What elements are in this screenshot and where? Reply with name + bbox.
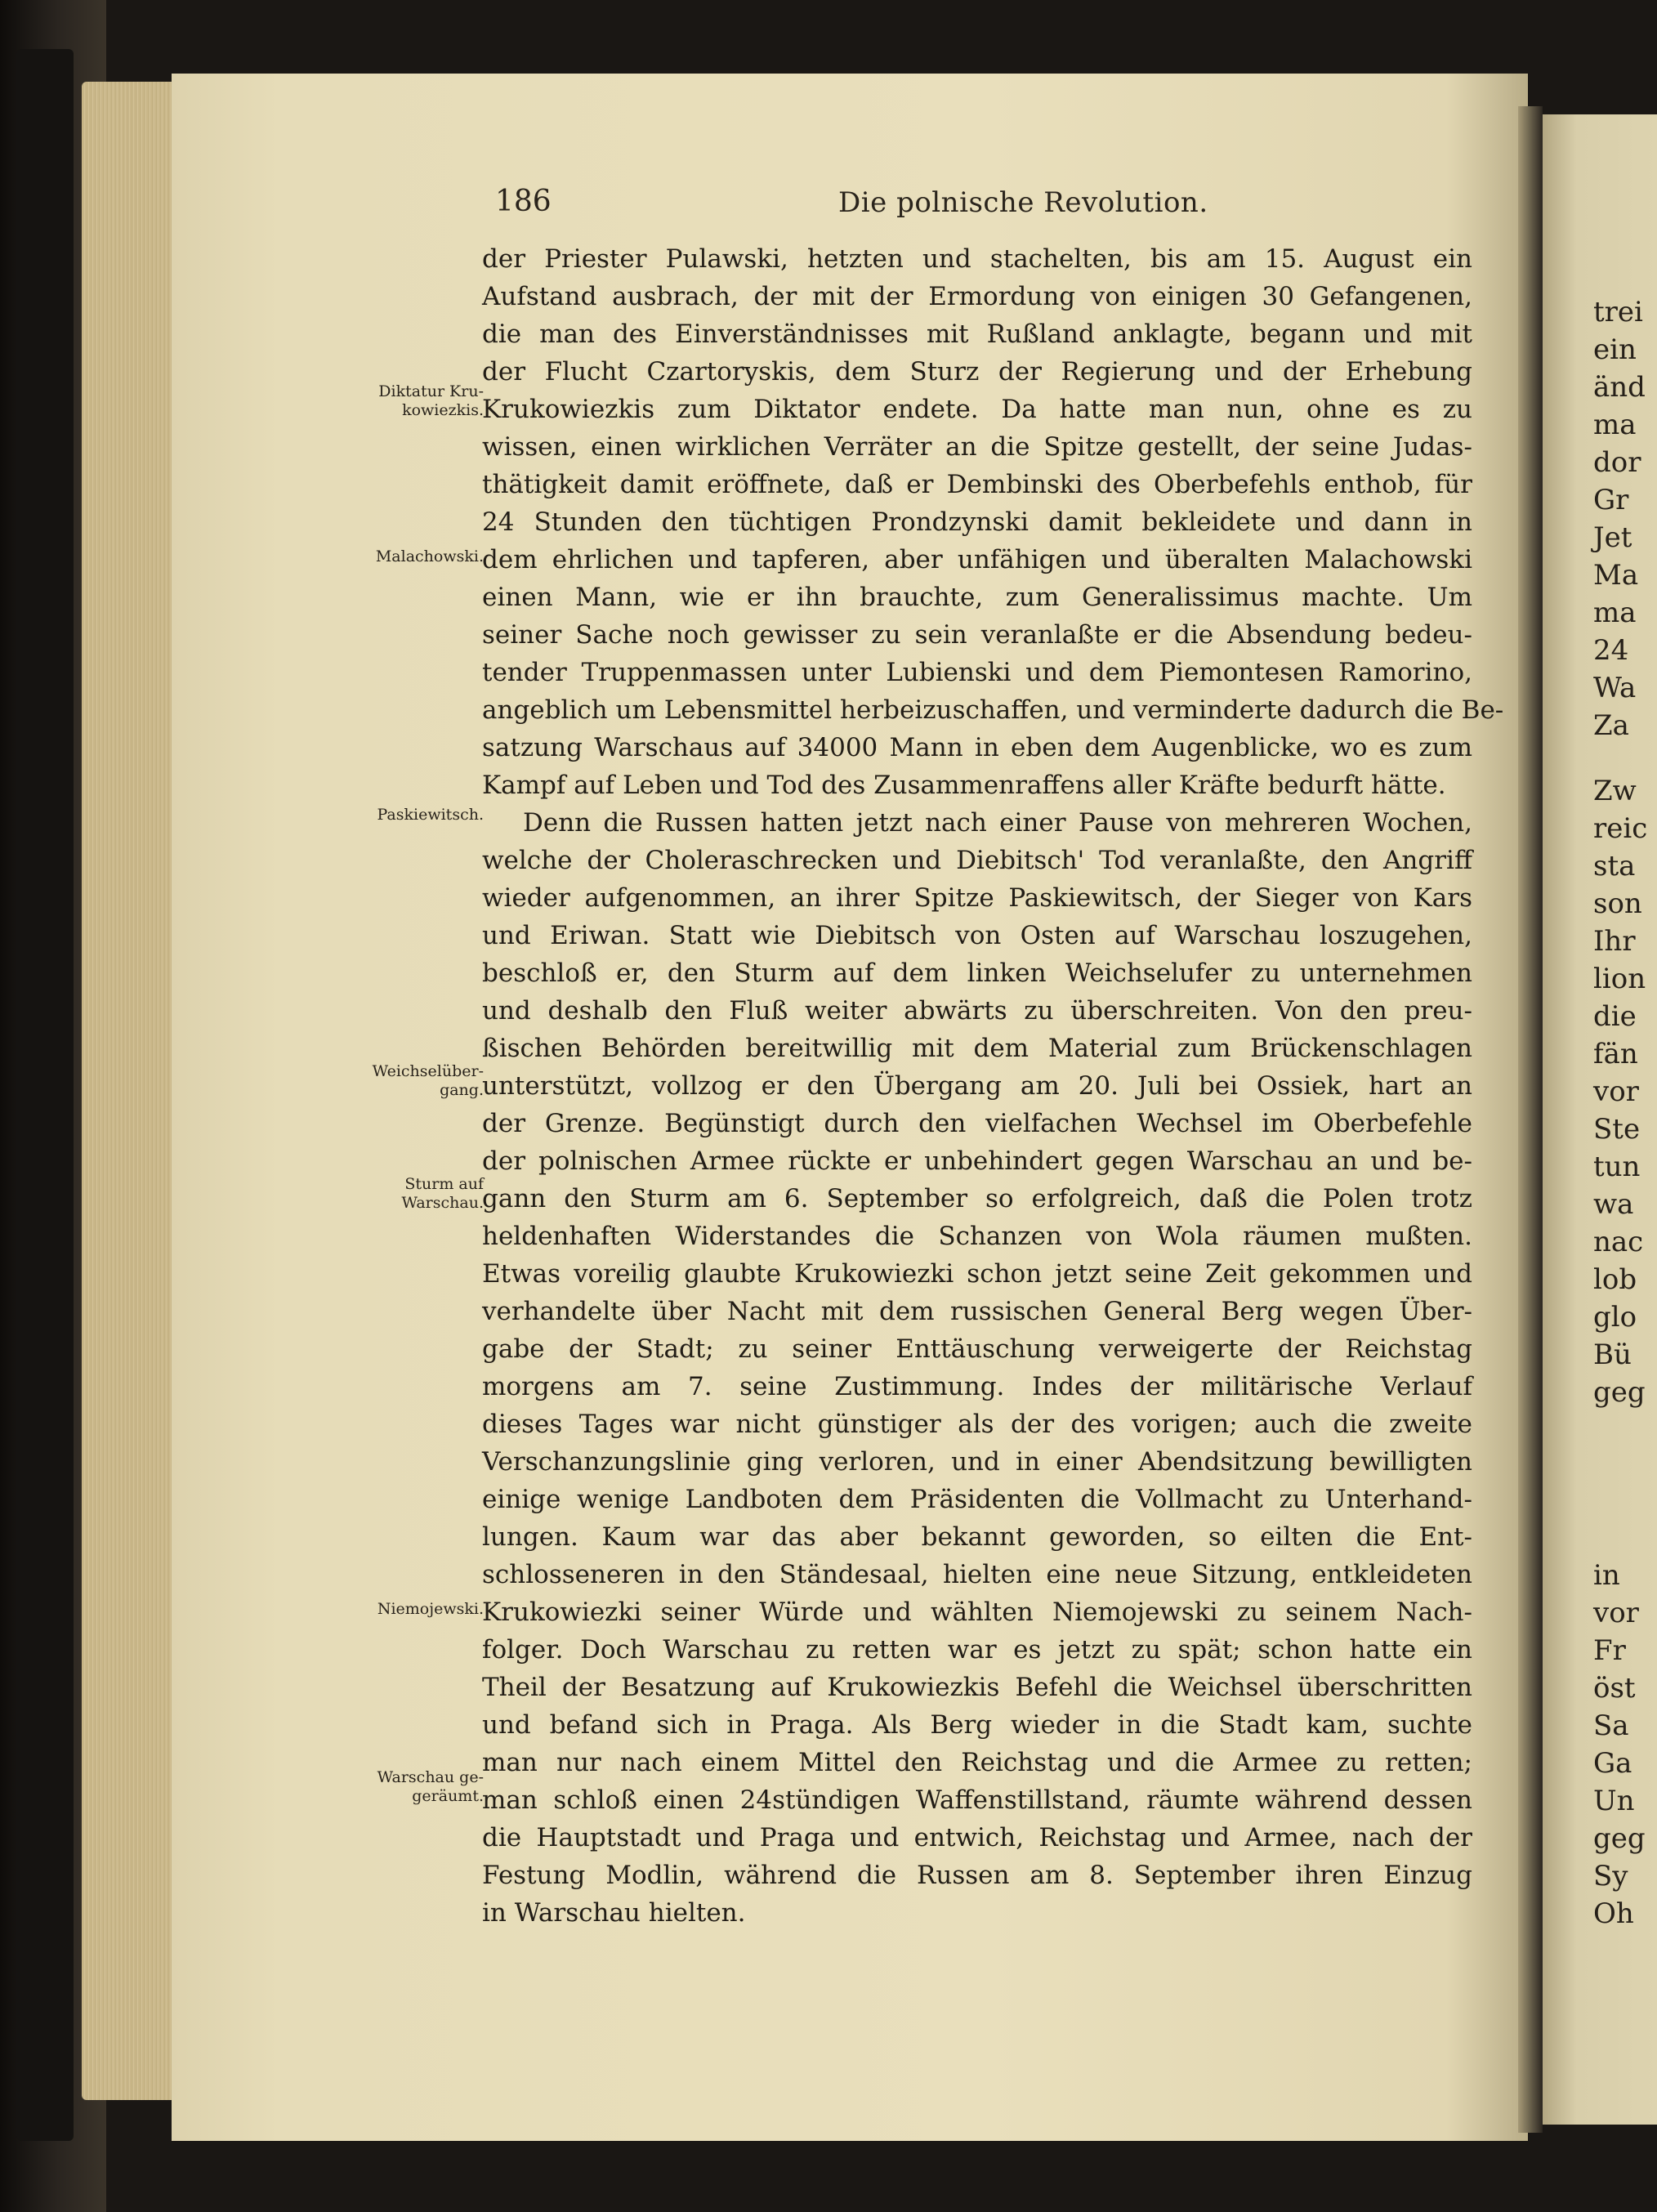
text-line: man nur nach einem Mittel den Reichstag und die Armee zu retten;	[482, 1748, 1472, 1777]
text-line: Verschanzungslinie ging verloren, und in einer Abendsitzung bewilligten	[482, 1447, 1472, 1477]
margin-note-line: Niemojewski.	[377, 1600, 484, 1618]
adjacent-fragment: Sa	[1593, 1709, 1629, 1742]
text-line: der polnischen Armee rückte er unbehindert gegen Warschau an und be-	[482, 1146, 1472, 1176]
margin-note-line: Diktatur Kru-	[378, 382, 484, 400]
adjacent-fragment: vor	[1593, 1597, 1639, 1629]
adjacent-page	[1543, 114, 1657, 2125]
adjacent-fragment: die	[1593, 1000, 1637, 1033]
text-line: Kampf auf Leben und Tod des Zusammenraffens aller Kräfte bedurft hätte.	[482, 771, 1446, 800]
text-line: der Flucht Czartoryskis, dem Sturz der Regierung und der Erhebung	[482, 357, 1472, 387]
adjacent-fragment: dor	[1593, 446, 1641, 479]
text-line: ßischen Behörden bereitwillig mit dem Material zum Brückenschlagen	[482, 1034, 1472, 1063]
adjacent-fragment: reic	[1593, 812, 1648, 845]
text-line: satzung Warschaus auf 34000 Mann in eben dem Augenblicke, wo es zum	[482, 733, 1472, 762]
text-line: morgens am 7. seine Zustimmung. Indes der militärische Verlauf	[482, 1372, 1472, 1401]
adjacent-fragment: änd	[1593, 371, 1646, 404]
text-line: wieder aufgenommen, an ihrer Spitze Paskiewitsch, der Sieger von Kars	[482, 883, 1472, 913]
text-line: dem ehrlichen und tapferen, aber unfähigen und überalten Malachowski	[482, 545, 1472, 574]
margin-note-malachowski	[320, 547, 484, 566]
adjacent-fragment: ein	[1593, 333, 1637, 366]
adjacent-fragment: Oh	[1593, 1897, 1634, 1930]
text-line: Krukowiezkis zum Diktator endete. Da hatte man nun, ohne es zu	[482, 395, 1472, 424]
adjacent-fragment: Wa	[1593, 672, 1637, 704]
text-line: verhandelte über Nacht mit dem russischen General Berg wegen Über-	[482, 1297, 1472, 1326]
adjacent-fragment: öst	[1593, 1672, 1636, 1705]
adjacent-fragment: ma	[1593, 409, 1637, 441]
adjacent-fragment: Za	[1593, 709, 1629, 742]
text-line: Krukowiezki seiner Würde und wählten Niemojewski zu seinem Nach-	[482, 1598, 1472, 1627]
text-line: und deshalb den Fluß weiter abwärts zu überschreiten. Von den preu-	[482, 996, 1472, 1026]
margin-note-niemojewski	[320, 1600, 484, 1619]
adjacent-fragment: Ste	[1593, 1113, 1641, 1146]
text-line: einen Mann, wie er ihn brauchte, zum Generalissimus machte. Um	[482, 583, 1472, 612]
adjacent-fragment: in	[1593, 1559, 1620, 1592]
text-line: man schloß einen 24stündigen Waffenstillstand, räumte während dessen	[482, 1785, 1472, 1815]
page-number: 186	[495, 185, 552, 218]
text-line: folger. Doch Warschau zu retten war es jetzt zu spät; schon hatte ein	[482, 1635, 1472, 1665]
margin-note-line: Warschau.	[401, 1194, 484, 1212]
margin-note-paskiewitsch	[320, 806, 484, 824]
margin-note-line: gang.	[440, 1081, 484, 1099]
text-line: und befand sich in Praga. Als Berg wieder in die Stadt kam, suchte	[482, 1710, 1472, 1740]
margin-note-diktatur	[320, 382, 484, 420]
text-line: der Priester Pulawski, hetzten und stachelten, bis am 15. August ein	[482, 244, 1472, 274]
text-line: heldenhaften Widerstandes die Schanzen von Wola räumen mußten.	[482, 1222, 1472, 1251]
text-line: beschloß er, den Sturm auf dem linken Weichselufer zu unternehmen	[482, 959, 1472, 988]
adjacent-fragment: nac	[1593, 1226, 1644, 1258]
margin-note-line: Weichselüber-	[372, 1062, 484, 1080]
adjacent-fragment: tun	[1593, 1151, 1641, 1183]
text-line: der Grenze. Begünstigt durch den vielfachen Wechsel im Oberbefehle	[482, 1109, 1472, 1138]
text-line: schlosseneren in den Ständesaal, hielten eine neue Sitzung, entkleideten	[482, 1560, 1472, 1589]
adjacent-fragment: trei	[1593, 296, 1643, 328]
text-line: in Warschau hielten.	[482, 1898, 746, 1928]
adjacent-fragment: lion	[1593, 963, 1646, 995]
adjacent-fragment: sta	[1593, 850, 1636, 883]
margin-note-line: Warschau ge-	[377, 1768, 484, 1786]
adjacent-fragment: Ma	[1593, 559, 1639, 592]
adjacent-fragment: Sy	[1593, 1860, 1628, 1892]
adjacent-fragment: Fr	[1593, 1634, 1626, 1667]
adjacent-fragment: son	[1593, 887, 1642, 920]
margin-note-line: kowiezkis.	[402, 401, 484, 419]
adjacent-fragment: Bü	[1593, 1338, 1632, 1371]
book-cover-edge	[16, 49, 74, 2141]
text-line: Aufstand ausbrach, der mit der Ermordung von einigen 30 Gefangenen,	[482, 282, 1472, 311]
adjacent-fragment: Zw	[1593, 775, 1637, 807]
text-line: thätigkeit damit eröffnete, daß er Dembinski des Oberbefehls enthob, für	[482, 470, 1472, 499]
text-line: die Hauptstadt und Praga und entwich, Reichstag und Armee, nach der	[482, 1823, 1472, 1852]
adjacent-fragment: Jet	[1593, 521, 1632, 554]
text-line: welche der Choleraschrecken und Diebitsch' Tod veranlaßte, den Angriff	[482, 846, 1472, 875]
adjacent-fragment: Ihr	[1593, 925, 1636, 958]
adjacent-fragment: vor	[1593, 1075, 1639, 1108]
text-line: 24 Stunden den tüchtigen Prondzynski damit bekleidete und dann in	[482, 507, 1472, 537]
text-line: Theil der Besatzung auf Krukowiezkis Befehl die Weichsel überschritten	[482, 1673, 1472, 1702]
margin-note-line: geräumt.	[412, 1787, 484, 1805]
adjacent-fragment: geg	[1593, 1376, 1646, 1409]
margin-note-line: Paskiewitsch.	[377, 806, 484, 824]
text-line: lungen. Kaum war das aber bekannt geworden, so eilten die Ent-	[482, 1522, 1472, 1552]
margin-note-line: Sturm auf	[404, 1175, 484, 1193]
adjacent-fragment: Un	[1593, 1785, 1635, 1817]
page-block-edges	[82, 82, 180, 2100]
text-line: seiner Sache noch gewisser zu sein veranlaßte er die Absendung bedeu-	[482, 620, 1472, 650]
margin-note-sturm	[320, 1175, 484, 1213]
adjacent-fragment: ma	[1593, 597, 1637, 629]
text-line: tender Truppenmassen unter Lubienski und dem Piemontesen Ramorino,	[482, 658, 1472, 687]
text-line: die man des Einverständnisses mit Rußland anklagte, begann und mit	[482, 320, 1472, 349]
adjacent-fragment: lob	[1593, 1263, 1637, 1296]
text-line: und Eriwan. Statt wie Diebitsch von Osten auf Warschau loszugehen,	[482, 921, 1472, 950]
page-header	[495, 185, 1476, 226]
adjacent-fragment: Gr	[1593, 484, 1629, 516]
running-title: Die polnische Revolution.	[838, 186, 1208, 219]
text-line: einige wenige Landboten dem Präsidenten die Vollmacht zu Unterhand-	[482, 1485, 1472, 1514]
text-line: Festung Modlin, während die Russen am 8. September ihren Einzug	[482, 1861, 1472, 1890]
margin-note-line: Malachowski.	[375, 547, 484, 565]
text-line: wissen, einen wirklichen Verräter an die Spitze gestellt, der seine Judas-	[482, 432, 1472, 462]
text-line: Denn die Russen hatten jetzt nach einer Pause von mehreren Wochen,	[523, 808, 1472, 838]
text-line: gann den Sturm am 6. September so erfolgreich, daß die Polen trotz	[482, 1184, 1472, 1213]
adjacent-fragment: glo	[1593, 1301, 1637, 1334]
text-line: angeblich um Lebensmittel herbeizuschaffen, und verminderte dadurch die Be-	[482, 695, 1504, 725]
text-line: dieses Tages war nicht günstiger als der des vorigen; auch die zweite	[482, 1410, 1472, 1439]
adjacent-fragment: 24	[1593, 634, 1629, 667]
adjacent-fragment: Ga	[1593, 1747, 1632, 1780]
text-line: gabe der Stadt; zu seiner Enttäuschung verweigerte der Reichstag	[482, 1334, 1472, 1364]
text-line: Etwas voreilig glaubte Krukowiezki schon jetzt seine Zeit gekommen und	[482, 1259, 1472, 1289]
adjacent-fragment: geg	[1593, 1822, 1646, 1855]
adjacent-fragment: wa	[1593, 1188, 1634, 1221]
book-gutter	[1518, 106, 1543, 2133]
text-line: unterstützt, vollzog er den Übergang am 20. Juli bei Ossiek, hart an	[482, 1071, 1472, 1101]
margin-note-weichseluebergang	[320, 1062, 484, 1100]
adjacent-fragment: fän	[1593, 1038, 1638, 1070]
margin-note-warschau-geraeumt	[320, 1768, 484, 1806]
